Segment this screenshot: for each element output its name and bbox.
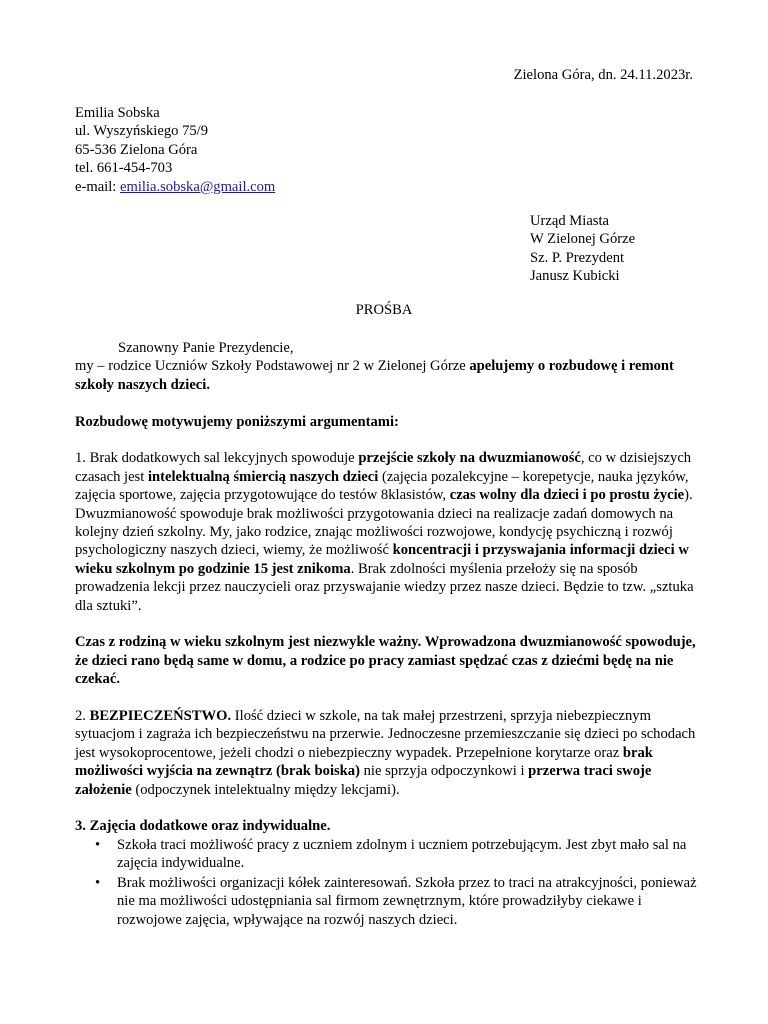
point-1-bold: intelektualną śmiercią naszych dzieci [147, 468, 379, 485]
recipient-line-1: Urząd Miasta [530, 213, 610, 229]
intro-text: my – rodzice Uczniów Szkoły Podstawowej nr 2 w Zielonej Górze [75, 358, 470, 375]
point-2-paragraph [75, 707, 697, 799]
point-2-text: nie sprzyja odpoczynkowi i [359, 763, 529, 780]
sender-email-link[interactable]: emilia.sobska@gmail.com [119, 178, 276, 195]
point-1-bold: koncentracji i przyswajania informacji dzieci w wieku szkolnym po godzinie 15 jest znikoma [75, 542, 689, 577]
point-1-text: , co w dzisiejszych czasach jest [75, 450, 692, 485]
point-1-bold: przejście szkoły na dwuzmianowość [358, 450, 581, 467]
letter-body [75, 339, 697, 930]
arguments-heading [75, 413, 697, 431]
bullet-icon: • [95, 836, 101, 853]
recipient-block [530, 212, 635, 286]
point-3-heading [75, 817, 697, 835]
date-line: Zielona Góra, dn. 24.11.2023r. [513, 67, 693, 83]
list-item [75, 836, 697, 873]
point-1-text: . Brak zdolności myślenia przełoży się na sposób prowadzenia lekcji przez nauczycieli oraz przyswajanie wiedzy przez nasze dzieci. Będzie to tzw. „sztuka dla sztuki”. [75, 560, 694, 614]
intro-appeal: apelujemy o rozbudowę i remont szkoły naszych dzieci. [75, 358, 674, 393]
intro-paragraph [75, 357, 697, 394]
point-2-bold: brak możliwości wyjścia na zewnątrz (brak boiska) [75, 744, 653, 780]
sender-city: 65-536 Zielona Góra [75, 141, 198, 158]
family-paragraph-text: Czas z rodziną w wieku szkolnym jest niezwykle ważny. Wprowadzona dwuzmianowość spowoduje, że dzieci rano będą same w domu, a rodzice po pracy zamiast spędzać czas z dziećmi będę na nie czekać. [75, 634, 696, 688]
point-2-text: Ilość dzieci w szkole, na tak małej przestrzeni, sprzyja niebezpiecznym sytuacjom i zagraża ich bezpieczeństwu na przerwie. Jednoczesne przemieszczanie się dzieci po schodach jest wysokoprocentowe, jeżeli chodzi o niebezpieczny wypadek. Przepełnione korytarze oraz [75, 708, 696, 761]
point-1-bold: czas wolny dla dzieci i po prostu życie [449, 487, 685, 504]
point-1-text: ). Dwuzmianowość spowoduje brak możliwości przygotowania dzieci na realizacje zadań domowych na kolejny dzień szkolny. My, jako rodzice, znając możliwości rozwojowe, kondycję psychiczną i rozwój psychologiczny naszych dzieci, wiemy, że możliwość [75, 487, 693, 559]
point-1-text: 1. Brak dodatkowych sal lekcyjnych spowoduje [75, 450, 359, 467]
point-2-text: 2. [75, 708, 90, 725]
greeting: Szanowny Panie Prezydencie, [118, 340, 294, 356]
point-2-bold: BEZPIECZEŃSTWO. [89, 708, 232, 725]
recipient-line-4: Janusz Kubicki [530, 268, 620, 285]
letter-title: PROŚBA [355, 302, 413, 318]
point-1-text: (zajęcia pozalekcyjne – korepetycje, nauka języków, zajęcia sportowe, zajęcia przygotowujące do testów 8klasistów, [75, 468, 689, 504]
sender-block [75, 104, 275, 196]
sender-phone: tel. 661-454-703 [75, 160, 173, 177]
point-2-text: (odpoczynek intelektualny między lekcjami). [131, 781, 400, 798]
sender-street: ul. Wyszyńskiego 75/9 [75, 123, 209, 140]
point-3-heading-text: 3. Zajęcia dodatkowe oraz indywidualne. [75, 818, 331, 835]
sender-email-line [75, 178, 275, 196]
arguments-heading-text: Rozbudowę motywujemy poniższymi argumentami: [75, 413, 399, 430]
point-3-bullet-list [75, 836, 697, 929]
bullet-icon: • [95, 874, 101, 891]
list-item-text: Szkoła traci możliwość pracy z uczniem zdolnym i uczniem potrzebującym. Jest zbyt mało sal na zajęcia indywidualne. [117, 836, 687, 872]
family-paragraph [75, 633, 697, 688]
sender-email-label: e-mail: [75, 178, 120, 195]
recipient-line-2: W Zielonej Górze [530, 231, 636, 248]
sender-name: Emilia Sobska [75, 105, 160, 121]
list-item [75, 874, 697, 929]
point-1-paragraph [75, 449, 697, 615]
recipient-line-3: Sz. P. Prezydent [530, 249, 625, 266]
point-2-bold: przerwa traci swoje założenie [75, 763, 652, 798]
list-item-text: Brak możliwości organizacji kółek zainteresowań. Szkoła przez to traci na atrakcyjności, ponieważ nie ma możliwości udostępniania sal firmom zewnętrznym, które prowadziłyby ciekawe i rozwojowe zajęcia, wpływające na rozwój naszych dzieci. [117, 874, 697, 928]
